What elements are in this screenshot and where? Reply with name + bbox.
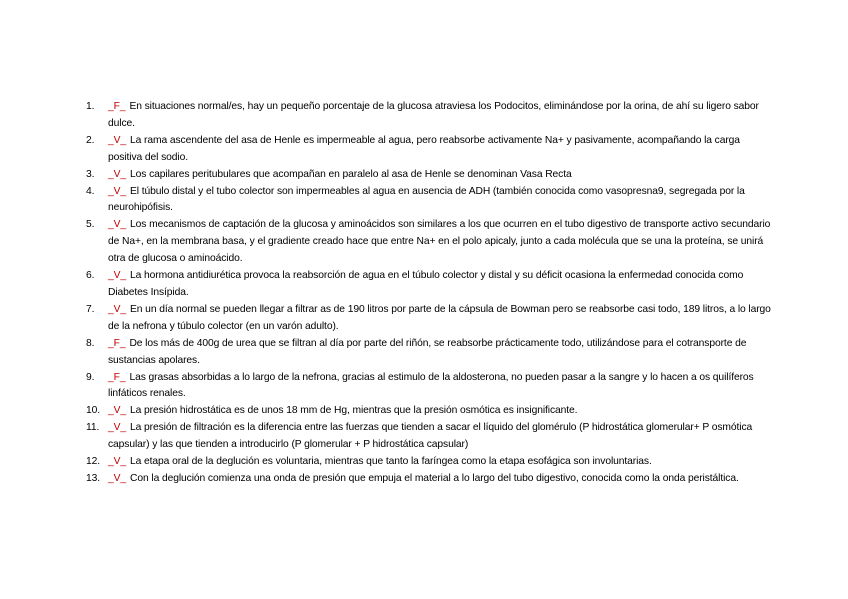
statement-text: En situaciones normal/es, hay un pequeño porcentaje de la glucosa atraviesa los Podocitos, eliminándose por la orina, de ahí su ligero sabor dulce. (108, 101, 759, 129)
statement-text: La etapa oral de la deglución es voluntaria, mientras que tanto la faríngea como la etapa esofágica son involuntarias. (130, 456, 652, 468)
item-number: 2. (86, 134, 95, 146)
item-number: 1. (86, 101, 95, 112)
item-number: 8. (86, 337, 95, 349)
list-item (86, 336, 776, 370)
item-number: 9. (86, 371, 95, 383)
answer-mark: _F_ (108, 337, 126, 349)
answer-mark: _V_ (108, 422, 127, 434)
statement-text: En un día normal se pueden llegar a filtrar as de 190 litros por parte de la cápsula de Bowman pero se reabsorbe casi todo, 189 litros, a lo largo de la nefrona y túbulo colector (en un varón adulto). (108, 303, 771, 332)
item-number: 3. (86, 168, 95, 180)
item-number: 11. (86, 422, 100, 434)
list-item (86, 403, 776, 420)
answer-mark: _V_ (108, 270, 127, 282)
answer-mark: _V_ (108, 303, 127, 315)
statement-text: Los capilares peritubulares que acompañan en paralelo al asa de Henle se denominan Vasa Recta (130, 168, 572, 180)
list-item (86, 420, 776, 454)
list-item (86, 167, 776, 184)
list-item (86, 99, 776, 133)
statement-text: El túbulo distal y el tubo colector son impermeables al agua en ausencia de ADH (también conocida como vasopresna9, segregada por la neurohipófisis. (108, 185, 745, 214)
list-item (86, 184, 776, 218)
list-item (86, 454, 776, 471)
answer-mark: _V_ (108, 405, 127, 417)
answer-mark: _F_ (108, 101, 126, 112)
answer-mark: _V_ (108, 456, 127, 468)
answer-mark: _F_ (108, 371, 126, 383)
item-number: 12. (86, 456, 101, 468)
item-number: 5. (86, 219, 95, 231)
item-number: 7. (86, 303, 95, 315)
question-list (86, 99, 776, 488)
item-number: 4. (86, 185, 95, 197)
list-item (86, 268, 776, 302)
list-item (86, 217, 776, 268)
statement-text: La presión hidrostática es de unos 18 mm de Hg, mientras que la presión osmótica es insignificante. (130, 405, 578, 417)
statement-text: Los mecanismos de captación de la glucosa y aminoácidos son similares a los que ocurren en el tubo digestivo de transporte activo secundario de Na+, en la membrana basa, y el gradiente creado hace que entre Na+ en el polo apicaly, junto a cada molécula que se una la proteína, se unirá otra de glucosa o aminoácido. (108, 219, 771, 265)
statement-text: La presión de filtración es la diferencia entre las fuerzas que tienden a sacar el líquido del glomérulo (P hidrostática glomerular+ P osmótica capsular) y las que tienden a introducirlo (P glomerular + P hidrostática capsular) (108, 422, 753, 451)
item-number: 13. (86, 472, 101, 484)
answer-mark: _V_ (108, 185, 127, 197)
item-number: 6. (86, 270, 95, 282)
statement-text: La hormona antidiurética provoca la reabsorción de agua en el túbulo colector y distal y su déficit ocasiona la enfermedad conocida como Diabetes Insípida. (108, 270, 744, 298)
list-item (86, 471, 776, 488)
statement-text: De los más de 400g de urea que se filtran al día por parte del riñón, se reabsorbe prácticamente todo, utilizándose para el cotransporte de sustancias apolares. (108, 337, 747, 366)
statement-text: La rama ascendente del asa de Henle es impermeable al agua, pero reabsorbe activamente Na+ y pasivamente, acompañando la carga positiva del sodio. (108, 134, 740, 163)
answer-mark: _V_ (108, 219, 127, 231)
statement-text: Con la deglución comienza una onda de presión que empuja el material a lo largo del tubo digestivo, conocida como la onda peristáltica. (130, 472, 739, 484)
list-item (86, 370, 776, 404)
answer-mark: _V_ (108, 168, 127, 180)
item-number: 10. (86, 405, 101, 417)
statement-text: Las grasas absorbidas a lo largo de la nefrona, gracias al estimulo de la aldosterona, no pueden pasar a la sangre y lo hacen a os quilíferos linfáticos renales. (108, 371, 754, 400)
list-item (86, 302, 776, 336)
answer-mark: _V_ (108, 134, 127, 146)
answer-mark: _V_ (108, 472, 127, 484)
list-item (86, 133, 776, 167)
